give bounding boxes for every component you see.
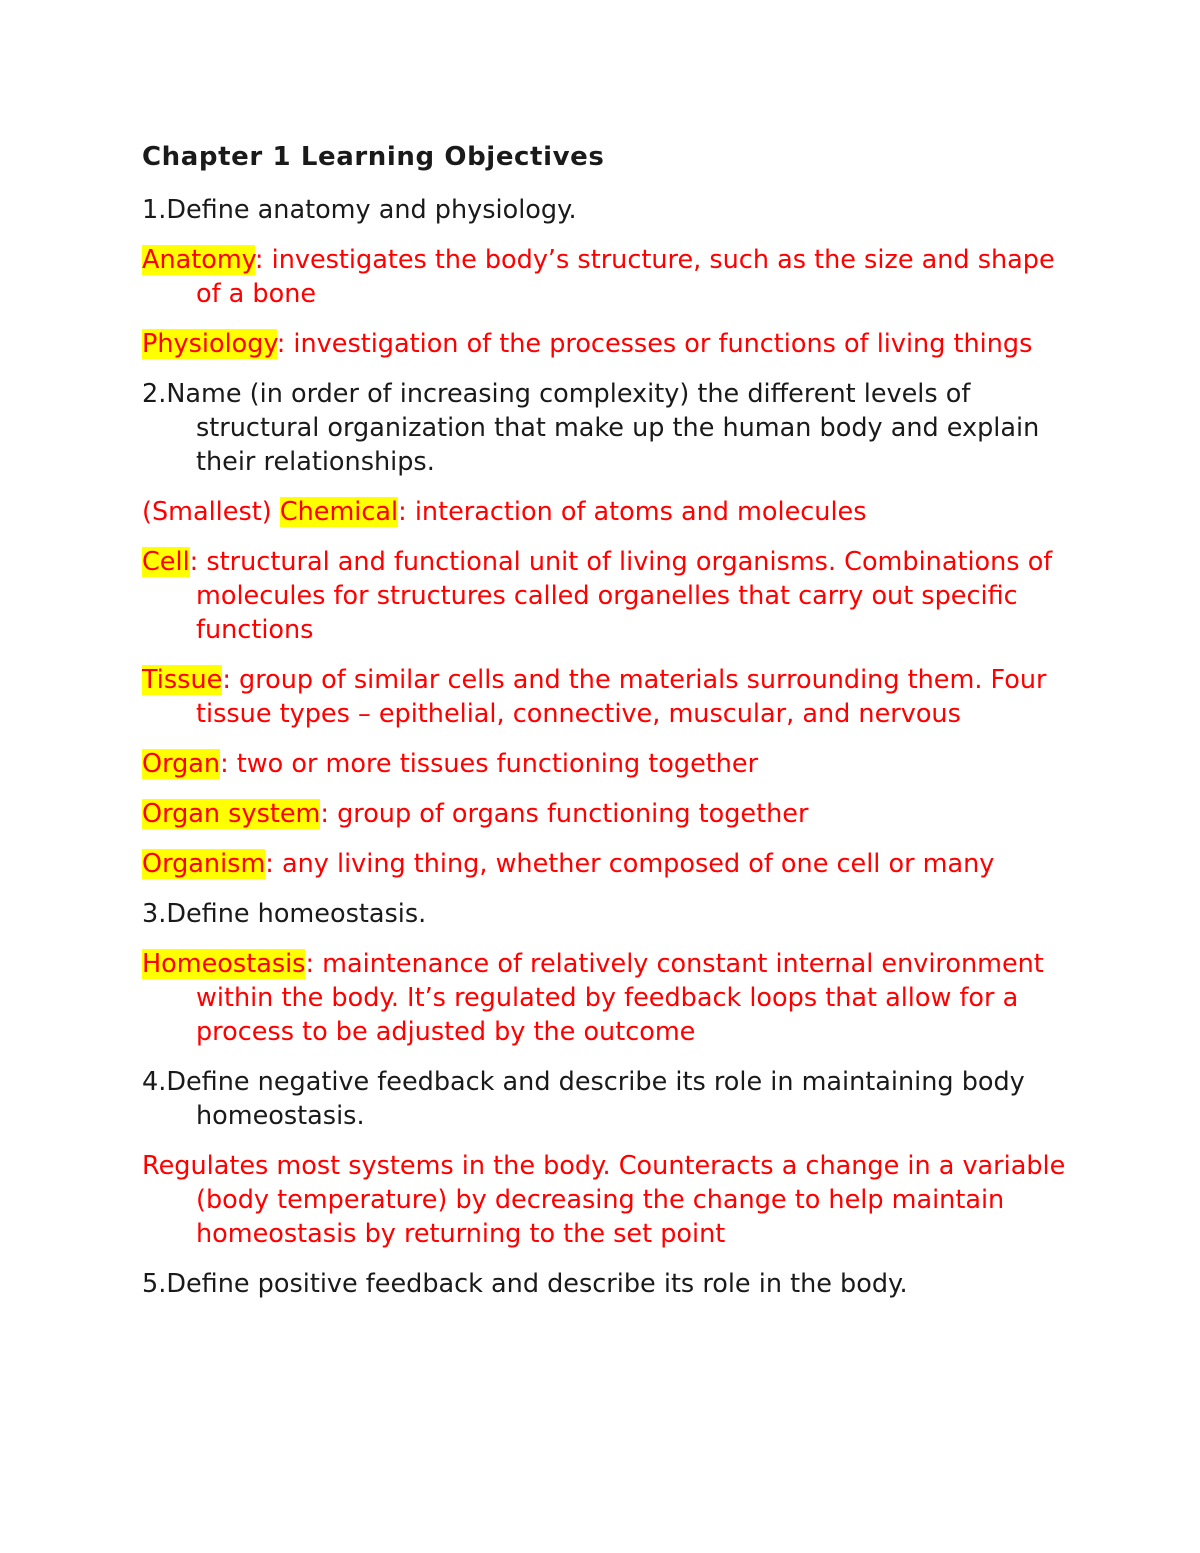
- answer-term: Anatomy: [142, 245, 255, 275]
- answer-text: : two or more tissues functioning together: [220, 749, 759, 779]
- answer-text: : any living thing, whether composed of one cell or many: [265, 849, 995, 879]
- question-1: 1.Define anatomy and physiology.: [142, 195, 577, 225]
- answer-text: : interaction of atoms and molecules: [398, 497, 867, 527]
- answer-homeostasis: [142, 947, 1072, 1049]
- answer-term: Physiology: [142, 329, 277, 359]
- answer-text: : investigation of the processes or functions of living things: [276, 329, 1033, 359]
- answer-text: : structural and functional unit of living organisms. Combinations of molecules for structures called organelles that carry out specific functions: [189, 547, 1053, 645]
- answer-term: Tissue: [142, 665, 223, 695]
- answer-physiology: [142, 327, 1072, 361]
- answer-text: : group of similar cells and the materials surrounding them. Four tissue types – epithelial, connective, muscular, and nervous: [196, 665, 1047, 729]
- answer-term: Homeostasis: [142, 949, 306, 979]
- answer-text: : maintenance of relatively constant internal environment within the body. It’s regulated by feedback loops that allow for a process to be adjusted by the outcome: [196, 949, 1044, 1047]
- answer-cell: [142, 545, 1072, 647]
- answer-prefix: (Smallest): [142, 497, 280, 527]
- answer-organ-system: [142, 797, 1072, 831]
- question-5: 5.Define positive feedback and describe its role in the body.: [142, 1269, 908, 1299]
- answer-text: : investigates the body’s structure, such as the size and shape of a bone: [196, 245, 1055, 309]
- answer-anatomy: [142, 243, 1072, 311]
- answer-term: Chemical: [279, 497, 399, 527]
- question-2: 2.Name (in order of increasing complexity) the different levels of structural organization that make up the human body and explain their relationships.: [142, 379, 1040, 477]
- answer-chemical: [142, 495, 1072, 529]
- page-title: Chapter 1 Learning Objectives: [142, 142, 605, 172]
- answer-organ: [142, 747, 1072, 781]
- answer-term: Organ system: [142, 799, 321, 829]
- question-3: 3.Define homeostasis.: [142, 899, 427, 929]
- answer-organism: [142, 847, 1072, 881]
- answer-text: : group of organs functioning together: [320, 799, 809, 829]
- document-page: [142, 138, 1072, 1317]
- answer-term: Organism: [142, 849, 266, 879]
- answer-term: Cell: [142, 547, 190, 577]
- question-4: 4.Define negative feedback and describe its role in maintaining body homeostasis.: [142, 1067, 1025, 1131]
- answer-tissue: [142, 663, 1072, 731]
- answer-term: Organ: [142, 749, 221, 779]
- answer-negative-feedback: Regulates most systems in the body. Counteracts a change in a variable (body temperature) by decreasing the change to help maintain homeostasis by returning to the set point: [142, 1151, 1066, 1249]
